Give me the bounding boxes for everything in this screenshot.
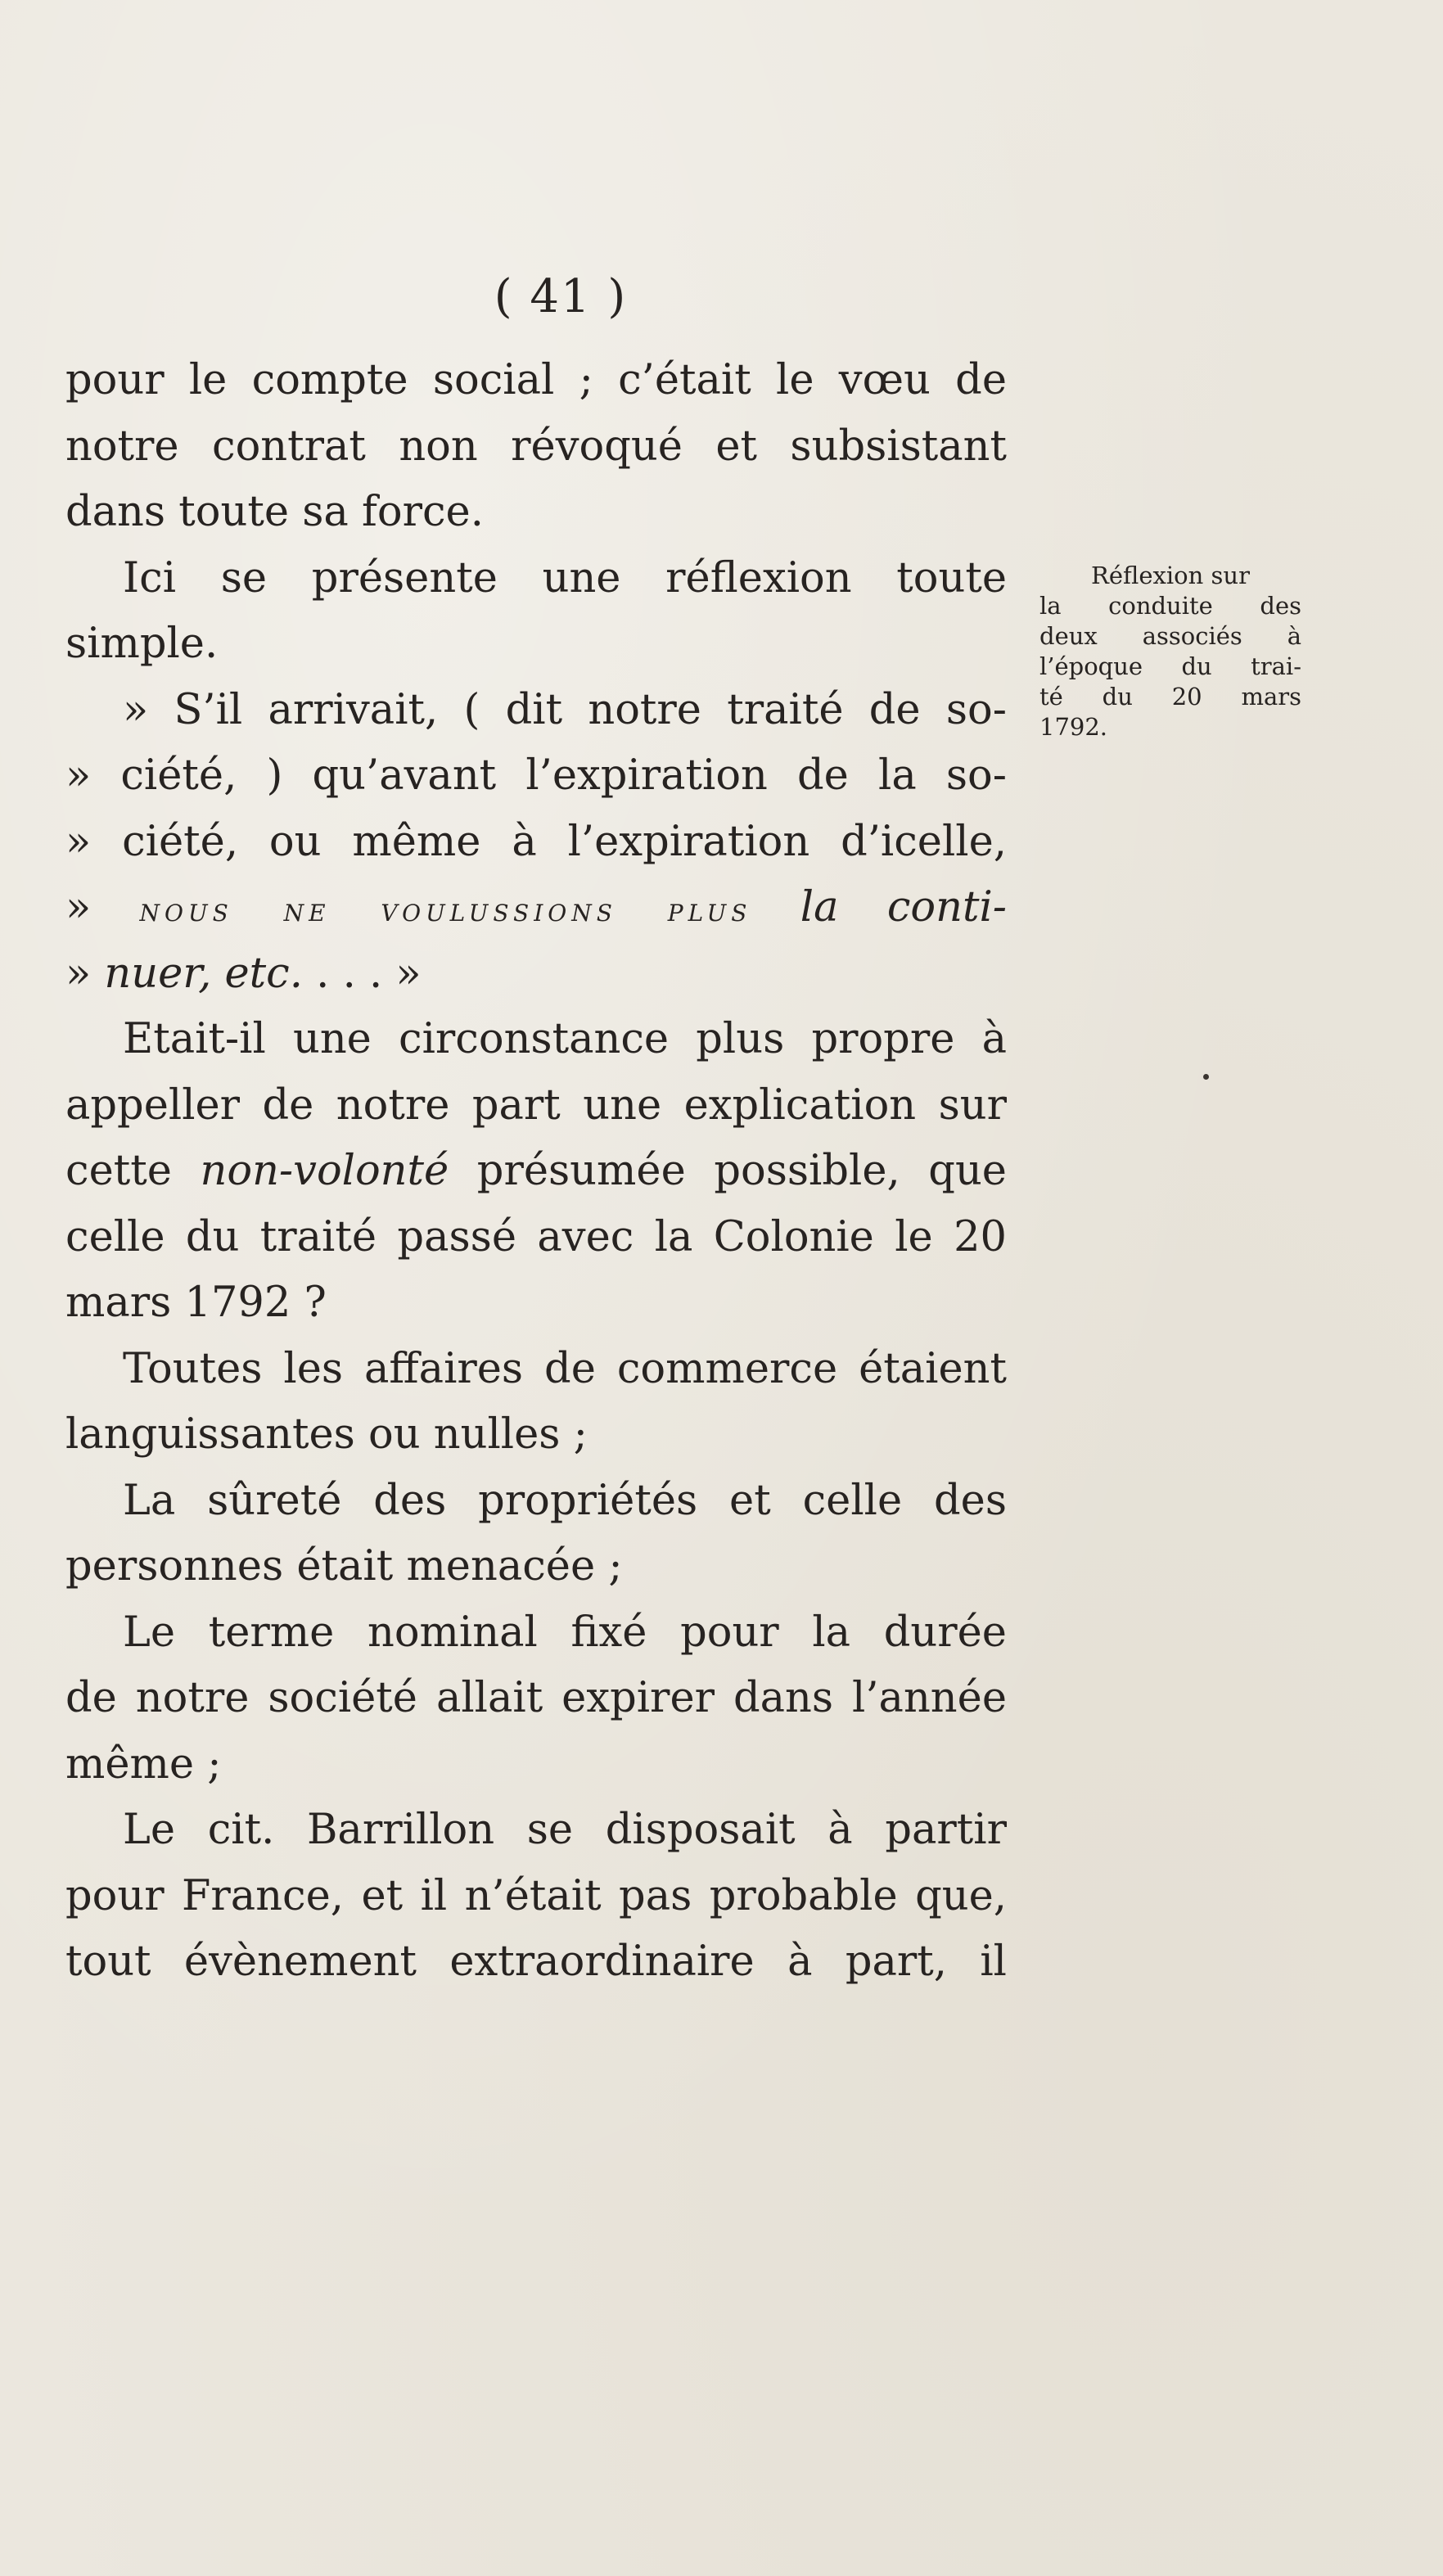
margin-note-line: l’époque du trai- — [1039, 652, 1301, 680]
text-line: même ; — [65, 1739, 222, 1789]
text-fragment: cette — [65, 1147, 201, 1195]
margin-note-line: Réflexion sur — [1091, 562, 1250, 589]
text-line: Le terme nominal fixé pour la durée — [123, 1608, 1007, 1657]
text-line: La sûreté des propriétés et celle des — [123, 1476, 1007, 1525]
margin-note-line: 1792. — [1039, 713, 1108, 741]
quote-mark: » — [65, 949, 105, 998]
text-line: simple. — [65, 620, 219, 668]
text-line: mars 1792 ? — [65, 1279, 327, 1327]
text-line: pour le compte social ; c’était le vœu de — [65, 356, 1007, 404]
text-line: notre contrat non révoqué et subsistant — [65, 422, 1007, 471]
text-line: appeller de notre part une explication sur — [65, 1080, 1007, 1130]
page-number: ( 41 ) — [494, 270, 628, 323]
text-line: Toutes les affaires de commerce étaient — [123, 1344, 1007, 1393]
quote-line: » ciété, ) qu’avant l’expiration de la so- — [65, 751, 1007, 800]
main-text — [65, 348, 1007, 1996]
text-line: de notre société allait expirer dans l’année — [65, 1674, 1007, 1722]
margin-note-line: té du 20 mars — [1039, 683, 1301, 711]
text-line — [65, 1139, 1007, 1205]
margin-note-line: la conduite des — [1039, 592, 1301, 620]
margin-note-line: deux associés à — [1039, 622, 1301, 650]
text-line: Etait-il une circonstance plus propre à — [123, 1015, 1007, 1063]
text-line: languissantes ou nulles ; — [65, 1410, 588, 1459]
ink-speck — [1203, 1074, 1209, 1080]
text-line: Ici se présente une réflexion toute — [123, 553, 1007, 602]
quote-mark: » — [65, 883, 140, 932]
quote-line — [65, 875, 1007, 941]
smallcaps-phrase: nous ne voulussions plus — [139, 891, 752, 929]
text-line: Le cit. Barrillon se disposait à partir — [123, 1806, 1007, 1854]
italic-phrase: nuer, etc. — [104, 949, 303, 998]
text-line: dans toute sa force. — [65, 488, 484, 536]
text-line: celle du traité passé avec la Colonie le 20 — [65, 1212, 1007, 1261]
margin-note — [1039, 561, 1301, 742]
quote-line — [65, 941, 1007, 1008]
quote-line: » S’il arrivait, ( dit notre traité de so- — [123, 685, 1007, 734]
text-fragment: présumée possible, que — [449, 1147, 1007, 1195]
text-line: personnes était menacée ; — [65, 1542, 623, 1590]
italic-phrase: non-volonté — [200, 1147, 449, 1195]
text-line: pour France, et il n’était pas probable que, — [65, 1871, 1007, 1920]
quote-end: . . . » — [302, 949, 422, 998]
italic-phrase: la conti- — [751, 883, 1007, 932]
text-line: tout évènement extraordinaire à part, il — [65, 1938, 1007, 1986]
quote-line: » ciété, ou même à l’expiration d’icelle, — [65, 817, 1007, 866]
